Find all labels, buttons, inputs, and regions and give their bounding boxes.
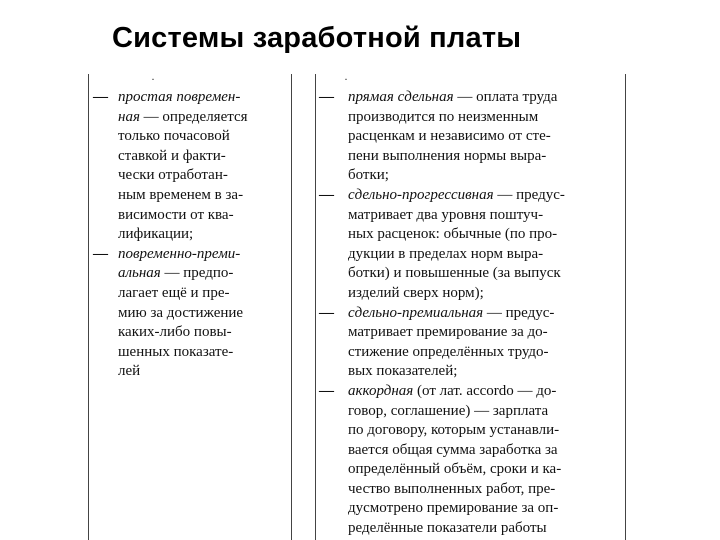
text-line — [89, 225, 291, 245]
text-run: чески отработан- — [118, 167, 228, 184]
text-run: по договору, которым устанавли- — [348, 422, 560, 439]
text-line — [316, 127, 625, 147]
line-content — [348, 363, 457, 379]
text-run: дусмотрено премирование за оп- — [348, 500, 559, 517]
text-run: расценкам и независимо от сте- — [348, 128, 551, 145]
text-run: — предус- — [483, 304, 555, 321]
text-run: производится по неизменным — [348, 108, 539, 125]
line-content — [348, 520, 547, 536]
line-content — [118, 265, 233, 281]
text-line — [316, 88, 625, 108]
line-content — [348, 265, 561, 281]
line-content — [118, 324, 232, 340]
text-line — [89, 304, 291, 324]
text-run: матривает два уровня поштуч- — [348, 206, 544, 223]
line-content — [118, 89, 240, 105]
term-italic: сдельно-премиальная — [348, 304, 484, 321]
text-run: вается общая сумма заработка за — [348, 441, 558, 458]
text-line — [316, 499, 625, 519]
text-run: мию за достижение — [118, 304, 244, 321]
text-line — [89, 186, 291, 206]
text-run: лей — [118, 363, 141, 380]
text-run: изделий сверх норм); — [348, 284, 484, 301]
text-line — [316, 519, 625, 539]
text-line — [89, 147, 291, 167]
text-run: говор, соглашение) — зарплата — [348, 402, 549, 419]
line-content — [118, 305, 243, 321]
line-content — [348, 128, 551, 144]
left-column — [88, 74, 292, 540]
text-run: только почасовой — [118, 128, 230, 145]
line-content — [118, 285, 230, 301]
text-line — [316, 186, 625, 206]
line-content — [118, 148, 226, 164]
term-italic: альная — [118, 265, 161, 282]
line-content — [348, 461, 561, 477]
term-italic: ная — [118, 108, 140, 125]
line-content — [348, 207, 543, 223]
line-content — [348, 481, 555, 497]
list-dash: — — [319, 186, 334, 203]
line-content — [348, 89, 557, 105]
line-content — [118, 207, 234, 223]
list-dash: — — [93, 89, 108, 105]
text-run: дукции в пределах норм выра- — [348, 245, 544, 262]
text-line — [89, 166, 291, 186]
text-line — [316, 421, 625, 441]
text-line — [316, 206, 625, 226]
list-dash: — — [93, 245, 108, 262]
text-run: пени выполнения нормы выра- — [348, 147, 547, 164]
text-line — [316, 382, 625, 402]
page-title: Системы заработной платы — [112, 22, 522, 54]
text-line — [316, 108, 625, 128]
line-content — [118, 109, 248, 125]
text-run: определённый объём, сроки и ка- — [348, 461, 562, 478]
text-line — [316, 166, 625, 186]
line-content — [348, 305, 554, 321]
text-run: каких-либо повы- — [118, 324, 232, 341]
text-line — [316, 460, 625, 480]
text-line — [89, 88, 291, 108]
line-content — [348, 383, 556, 399]
text-run: стижение определённых трудо- — [348, 343, 549, 360]
text-line — [316, 225, 625, 245]
column-tick-mark: · — [344, 72, 348, 86]
text-line — [316, 441, 625, 461]
right-column-text — [316, 88, 625, 539]
line-content — [348, 285, 484, 301]
line-content — [348, 109, 538, 125]
text-run: (от лат. accordo — до- — [413, 382, 557, 399]
text-line — [89, 206, 291, 226]
text-run: чество выполненных работ, пре- — [348, 480, 556, 497]
line-content — [348, 148, 546, 164]
text-line — [89, 127, 291, 147]
column-tick-mark: · — [151, 72, 155, 86]
text-line — [89, 362, 291, 382]
text-line — [89, 264, 291, 284]
list-dash: — — [319, 382, 334, 399]
text-run: вых показателей; — [348, 363, 458, 380]
line-content — [118, 363, 140, 379]
text-run: — предпо- — [160, 265, 234, 282]
line-content — [348, 246, 543, 262]
text-line — [316, 362, 625, 382]
text-run: ределённые показатели работы — [348, 520, 547, 537]
text-line — [316, 323, 625, 343]
text-run: висимости от ква- — [118, 206, 234, 223]
text-run: ботки) и повышенные (за выпуск — [348, 265, 561, 282]
term-italic: простая повремен- — [118, 89, 241, 105]
term-italic: прямая сдельная — [348, 89, 454, 105]
text-run: — предус- — [493, 186, 565, 203]
line-content — [348, 226, 557, 242]
term-italic: сдельно-прогрессивная — [348, 186, 494, 203]
text-run: ботки; — [348, 167, 389, 184]
text-run: лификации; — [118, 226, 194, 243]
line-content — [118, 187, 243, 203]
text-line — [316, 402, 625, 422]
right-column — [315, 74, 626, 540]
text-run: шенных показате- — [118, 343, 234, 360]
line-content — [348, 167, 389, 183]
text-run: матривает премирование за до- — [348, 324, 548, 341]
text-line — [316, 304, 625, 324]
term-italic: повременно-преми- — [118, 245, 241, 262]
text-line — [89, 108, 291, 128]
line-content — [348, 187, 565, 203]
text-run: лагает ещё и пре- — [118, 284, 230, 301]
text-line — [89, 323, 291, 343]
left-column-text — [89, 88, 291, 382]
line-content — [118, 344, 233, 360]
text-line — [89, 343, 291, 363]
line-content — [118, 128, 230, 144]
text-line — [316, 480, 625, 500]
line-content — [118, 226, 193, 242]
text-line — [89, 245, 291, 265]
term-italic: аккордная — [348, 382, 414, 399]
text-line — [316, 343, 625, 363]
text-line — [316, 245, 625, 265]
text-run: — оплата труда — [453, 89, 558, 105]
list-dash: — — [319, 304, 334, 321]
line-content — [348, 403, 548, 419]
list-dash: — — [319, 89, 334, 105]
line-content — [348, 344, 549, 360]
text-line — [316, 264, 625, 284]
line-content — [348, 324, 548, 340]
line-content — [348, 500, 558, 516]
text-line — [316, 147, 625, 167]
text-run: ставкой и факти- — [118, 147, 226, 164]
text-run: ным временем в за- — [118, 186, 244, 203]
text-run: ных расценок: обычные (по про- — [348, 226, 558, 243]
text-line — [316, 284, 625, 304]
line-content — [348, 422, 559, 438]
text-line — [89, 284, 291, 304]
line-content — [118, 167, 228, 183]
line-content — [118, 246, 240, 262]
line-content — [348, 442, 558, 458]
text-run: — определяется — [139, 108, 248, 125]
